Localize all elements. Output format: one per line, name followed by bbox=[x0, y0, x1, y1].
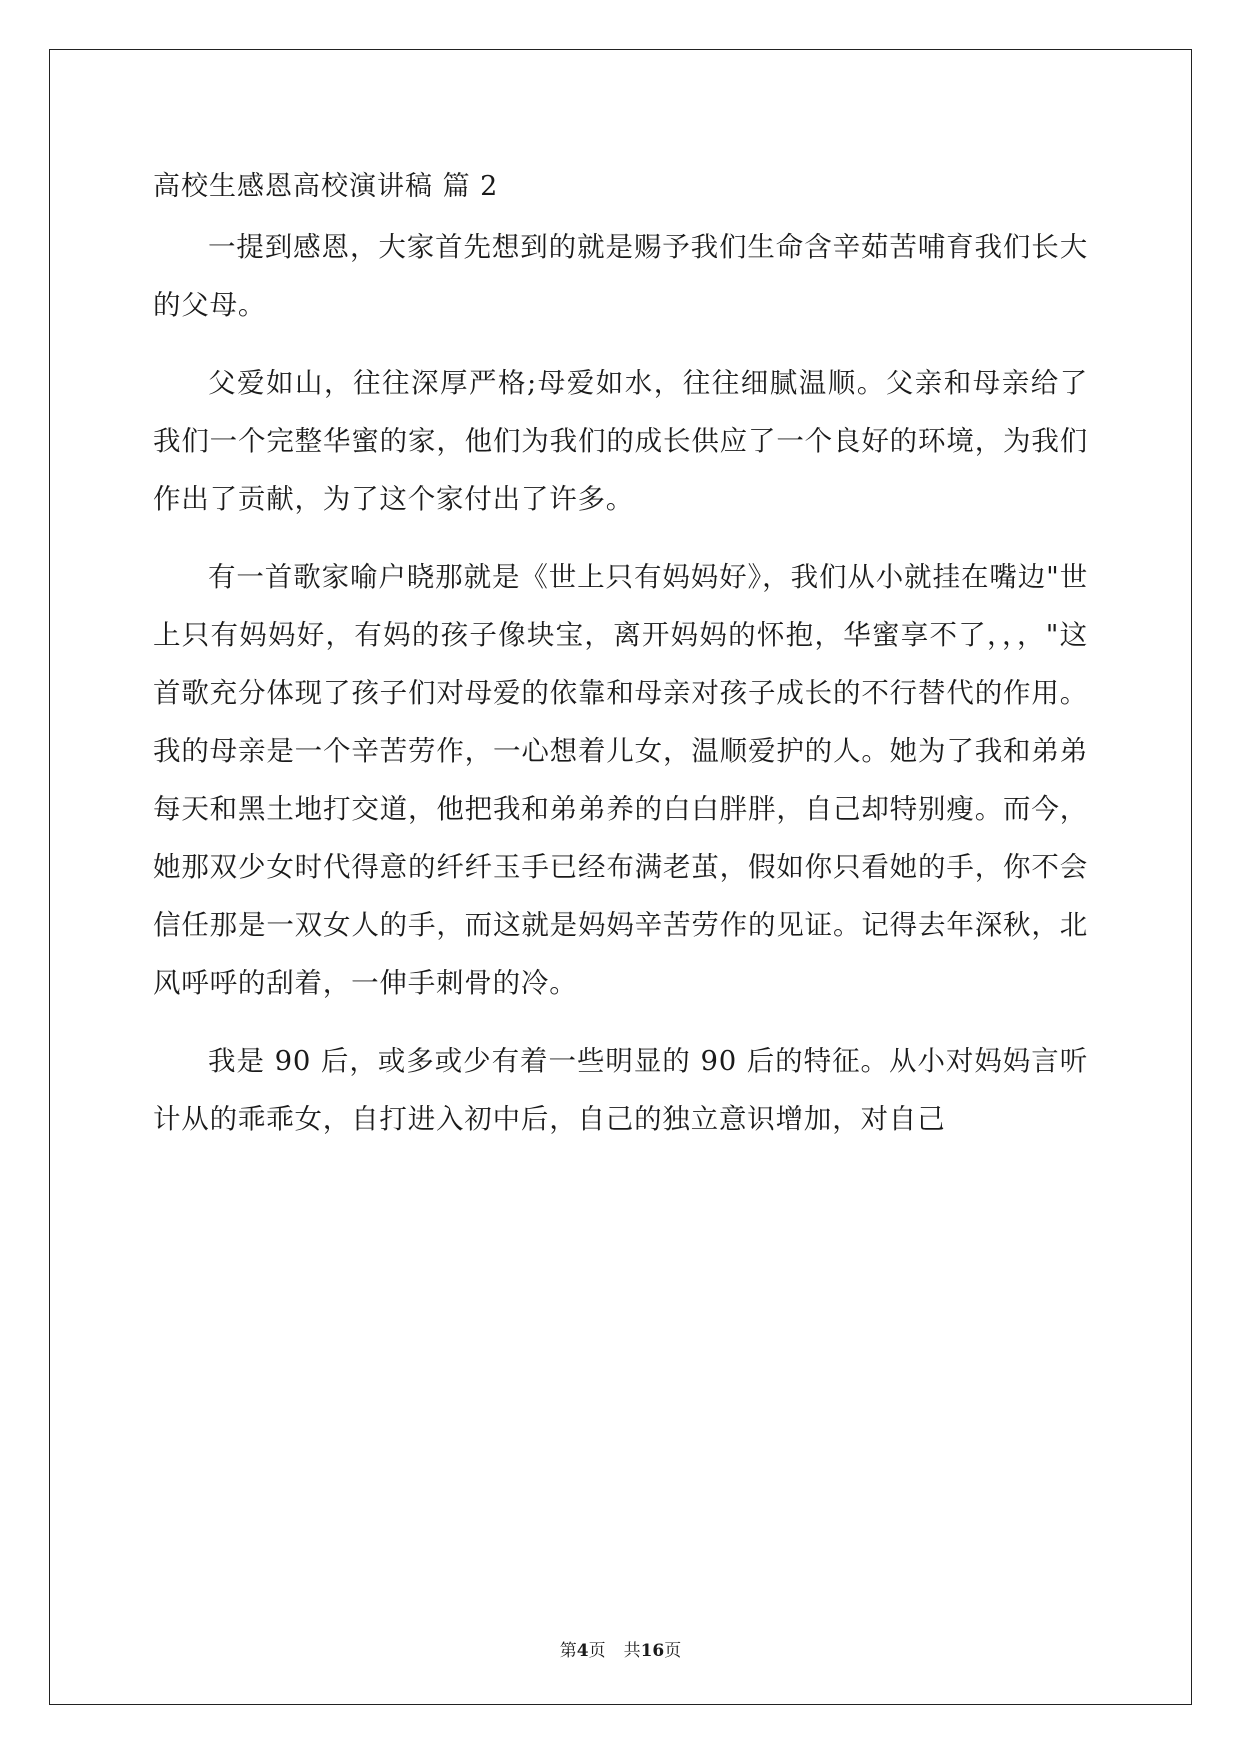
document-body bbox=[153, 170, 1088, 1168]
current-page-number: 4 bbox=[576, 1641, 589, 1661]
paragraph: 一提到感恩，大家首先想到的就是赐予我们生命含辛茹苦哺育我们长大的父母。 bbox=[153, 231, 1088, 321]
total-prefix: 共 bbox=[623, 1641, 641, 1661]
total-suffix: 页 bbox=[664, 1641, 682, 1661]
page-prefix: 第 bbox=[559, 1641, 577, 1661]
page-footer bbox=[0, 1640, 1241, 1662]
total-page-number: 16 bbox=[640, 1641, 665, 1661]
paragraph: 我是 90 后，或多或少有着一些明显的 90 后的特征。从小对妈妈言听计从的乖乖女，自打进入初中后，自己的独立意识增加，对自己 bbox=[153, 1045, 1088, 1135]
paragraph: 父爱如山，往往深厚严格;母爱如水，往往细腻温顺。父亲和母亲给了我们一个完整华蜜的家，他们为我们的成长供应了一个良好的环境，为我们作出了贡献，为了这个家付出了许多。 bbox=[153, 367, 1088, 515]
document-title: 高校生感恩高校演讲稿 篇 2 bbox=[153, 171, 499, 202]
paragraph: 有一首歌家喻户晓那就是《世上只有妈妈好》，我们从小就挂在嘴边"世上只有妈妈好，有妈的孩子像块宝，离开妈妈的怀抱，华蜜享不了，，，"这首歌充分体现了孩子们对母爱的依靠和母亲对孩子成长的不行替代的作用。我的母亲是一个辛苦劳作，一心想着儿女，温顺爱护的人。她为了我和弟弟每天和黑土地打交道，他把我和弟弟养的白白胖胖，自己却特别瘦。而今，她那双少女时代得意的纤纤玉手已经布满老茧，假如你只看她的手，你不会信任那是一双女人的手，而这就是妈妈辛苦劳作的见证。记得去年深秋，北风呼呼的刮着，一伸手刺骨的冷。 bbox=[153, 561, 1088, 999]
page-suffix: 页 bbox=[588, 1641, 606, 1661]
